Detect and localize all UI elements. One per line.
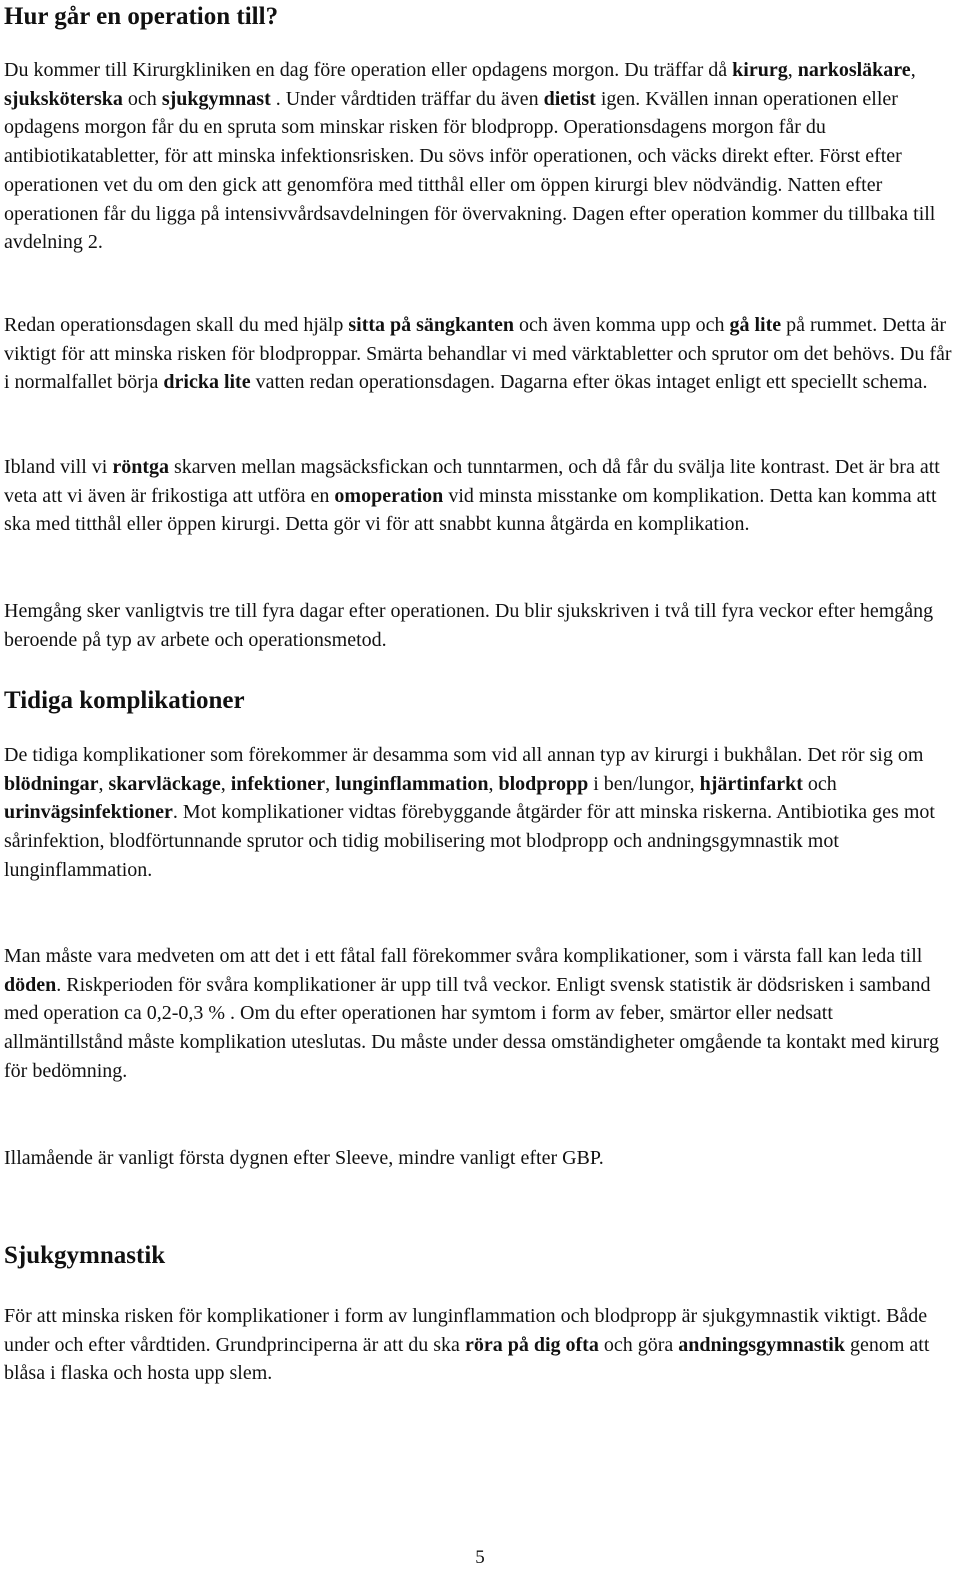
- paragraph: [4, 56, 954, 257]
- paragraph: [4, 741, 954, 885]
- emphasized-term: infektioner: [230, 772, 326, 795]
- page-number: 5: [475, 1547, 485, 1568]
- emphasized-term: gå lite: [729, 314, 782, 336]
- text-run: och göra: [598, 1333, 679, 1356]
- paragraph: [4, 597, 954, 654]
- emphasized-term: sjuksköterska: [4, 87, 123, 110]
- emphasized-term: urinvägsinfektioner: [4, 801, 173, 824]
- paragraph: [4, 1302, 954, 1388]
- text-run: . Riskperioden för svåra komplikationer är upp till två veckor. Enligt svensk statistik är dödsrisken i samband med operation ca 0,2-0,3 % . Om du efter operationen har symtom i form av feber, smärtor eller nedsatt allmäntillstånd måste komplikation uteslutas. Du måste under dessa omständigheter omgående ta kontakt med kirurg för bedömning.: [4, 973, 939, 1082]
- paragraph: [4, 1144, 604, 1173]
- text-run: Ibland vill vi: [4, 456, 113, 478]
- emphasized-term: dricka lite: [163, 371, 251, 394]
- emphasized-term: sjukgymnast: [161, 87, 271, 110]
- emphasized-term: kirurg: [732, 59, 788, 81]
- section-heading-early-complications: Tidiga komplikationer: [4, 687, 245, 714]
- text-run: Man måste vara medveten om att det i ett fåtal fall förekommer svåra komplikationer, som i värsta fall kan leda till: [4, 945, 923, 967]
- paragraph: [4, 453, 954, 539]
- text-run: . Mot komplikationer vidtas förebyggande åtgärder för att minska riskerna. Antibiotika ges mot sårinfektion, blodförtunnande sprutor och tidig mobilisering mot blodpropp och andningsgymnastik mot lunginflammation.: [4, 801, 935, 881]
- emphasized-term: andningsgymnastik: [678, 1333, 845, 1356]
- text-run: Hemgång sker vanligtvis tre till fyra dagar efter operationen. Du blir sjukskriven i två till fyra veckor efter hemgång beroende på typ av arbete och operationsmetod.: [4, 600, 934, 651]
- text-run: på rummet. Detta är viktigt för att minska risken för blodproppar. Smärta behandlar vi med värktabletter och sprutor om det behövs. Du får i normalfallet börja: [4, 314, 952, 394]
- text-run: Redan operationsdagen skall du med hjälp: [4, 314, 349, 336]
- emphasized-term: hjärtinfarkt: [699, 772, 803, 795]
- text-run: ,: [325, 772, 336, 795]
- emphasized-term: blödningar: [4, 772, 99, 795]
- section-heading-physiotherapy: Sjukgymnastik: [4, 1242, 166, 1269]
- emphasized-term: röra på dig ofta: [464, 1333, 599, 1356]
- text-run: igen. Kvällen innan operationen eller opdagens morgon får du en spruta som minskar risken för blodpropp. Operationsdagens morgon får du antibiotikatabletter, för att minska infektionsrisken. Du sövs inför operationen, och väcks direkt efter. Först efter operationen vet du om den gick att genomföra med titthål eller om öppen kirurgi blev nödvändig. Natten efter operationen får du ligga på intensivvårdsavdelningen för övervakning. Dagen efter operation kommer du tillbaka till avdelning 2.: [4, 87, 936, 254]
- emphasized-term: blodpropp: [498, 772, 589, 795]
- emphasized-term: lunginflammation: [335, 772, 489, 795]
- text-run: och: [122, 87, 162, 110]
- text-run: ,: [787, 59, 798, 81]
- section-heading-operation: Hur går en operation till?: [4, 3, 279, 30]
- text-run: vatten redan operationsdagen. Dagarna efter ökas intaget enligt ett speciellt schema.: [250, 371, 928, 394]
- text-run: vid minsta misstanke om komplikation. Detta kan komma att ska med titthål eller öppen kirurgi. Detta gör vi för att snabbt kunna åtgärda en komplikation.: [4, 484, 937, 536]
- text-run: Illamående är vanligt första dygnen efter Sleeve, mindre vanligt efter GBP.: [4, 1147, 604, 1169]
- emphasized-term: narkosläkare: [797, 59, 911, 81]
- text-run: i ben/lungor,: [588, 772, 700, 795]
- text-run: . Under vårdtiden träffar du även: [270, 87, 544, 110]
- emphasized-term: sitta på sängkanten: [348, 314, 514, 336]
- text-run: De tidiga komplikationer som förekommer är desamma som vid all annan typ av kirurgi i bukhålan. Det rör sig om: [4, 744, 924, 766]
- text-run: och även komma upp och: [513, 314, 730, 336]
- paragraph: [4, 942, 954, 1086]
- text-run: ,: [98, 772, 109, 795]
- text-run: och: [802, 772, 837, 795]
- emphasized-term: röntga: [112, 456, 169, 478]
- emphasized-term: dietist: [543, 87, 596, 110]
- emphasized-term: skarvläckage: [108, 772, 221, 795]
- text-run: skarven mellan magsäcksfickan och tunntarmen, och då får du svälja lite kontrast. Det är bra att veta att vi även är frikostiga att utföra en: [4, 456, 940, 507]
- text-run: ,: [220, 772, 231, 795]
- text-run: ,: [488, 772, 499, 795]
- emphasized-term: omoperation: [334, 484, 444, 507]
- emphasized-term: döden: [4, 973, 57, 996]
- text-run: genom att blåsa i flaska och hosta upp slem.: [4, 1333, 930, 1385]
- text-run: För att minska risken för komplikationer i form av lunginflammation och blodpropp är sjukgymnastik viktigt. Både under och efter vårdtiden. Grundprinciperna är att du ska: [4, 1305, 928, 1356]
- text-run: Du kommer till Kirurgkliniken en dag före operation eller opdagens morgon. Du träffar då: [4, 59, 733, 81]
- paragraph: [4, 311, 954, 397]
- text-run: ,: [910, 59, 916, 81]
